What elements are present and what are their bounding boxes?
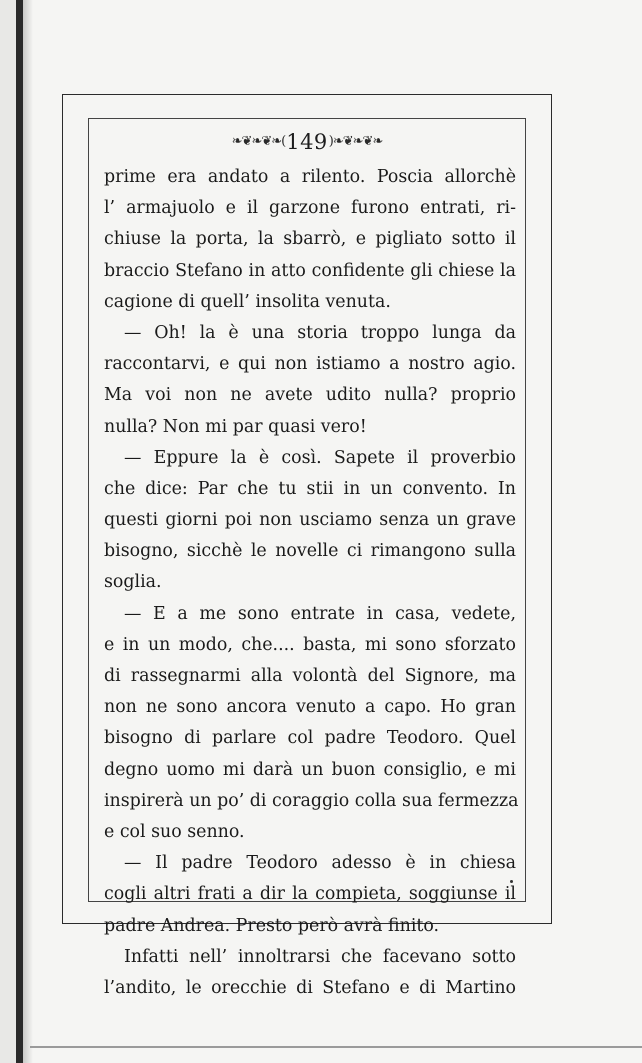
text-line: questi giorni poi non usciamo senza un grave	[104, 510, 516, 531]
ink-speck	[510, 880, 513, 883]
text-line: chiuse la porta, la sbarrò, e pigliato sotto il	[104, 229, 516, 250]
ornament-right-icon: )❧❦❧❦❧	[328, 134, 383, 149]
text-line: — E a me sono entrate in casa, vedete,	[124, 603, 516, 624]
text-line: l’ armajuolo e il garzone furono entrati, ri-	[104, 198, 516, 219]
text-line: prime era andato a rilento. Poscia allorchè	[104, 167, 516, 187]
text-line: che dice: Par che tu stii in un convento. In	[104, 478, 516, 499]
text-line: degno uomo mi darà un buon consiglio, e mi	[104, 759, 516, 780]
text-line: nulla? Non mi par quasi vero!	[104, 416, 367, 437]
text-line: l’andito, le orecchie di Stefano e di Martino	[104, 977, 516, 998]
page-bottom-edge	[30, 1046, 642, 1048]
body-text	[104, 162, 519, 1004]
text-line: — Il padre Teodoro adesso è in chiesa	[124, 853, 516, 874]
text-line: inspirerà un po’ di coraggio colla sua fermezza	[104, 790, 519, 811]
text-line: padre Andrea. Presto però avrà finito.	[104, 915, 440, 936]
page-header	[88, 128, 526, 154]
text-line: — Eppure la è così. Sapete il proverbio	[124, 447, 516, 468]
text-line: soglia.	[104, 572, 162, 593]
text-line: braccio Stefano in atto confidente gli chiese la	[104, 260, 516, 281]
text-line: di rassegnarmi alla volontà del Signore, ma	[104, 666, 516, 686]
text-line: cogli altri frati a dir la compieta, soggiunse il	[104, 884, 516, 905]
text-line: e col suo senno.	[104, 821, 245, 842]
text-line: cagione di quell’ insolita venuta.	[104, 291, 391, 312]
ornament-left-icon: ❧❦❧❦❧(	[231, 134, 286, 149]
facing-page-edge	[0, 0, 16, 1063]
text-line: raccontarvi, e qui non istiamo a nostro agio.	[104, 354, 516, 375]
book-spine	[16, 0, 23, 1063]
text-line: bisogno, sicchè le novelle ci rimangono sulla	[104, 541, 516, 562]
page-number: 149	[286, 129, 328, 154]
text-line: e in un modo, che.... basta, mi sono sforzato	[104, 634, 516, 655]
text-line: bisogno di parlare col padre Teodoro. Quel	[104, 728, 516, 749]
text-line: Ma voi non ne avete udito nulla? proprio	[104, 385, 516, 406]
text-line: Infatti nell’ innoltrarsi che facevano sotto	[124, 946, 516, 967]
text-line: — Oh! la è una storia troppo lunga da	[124, 322, 516, 343]
text-line: non ne sono ancora venuto a capo. Ho gran	[104, 697, 516, 718]
spine-shadow	[23, 0, 33, 1063]
ink-mark	[30, 928, 46, 938]
